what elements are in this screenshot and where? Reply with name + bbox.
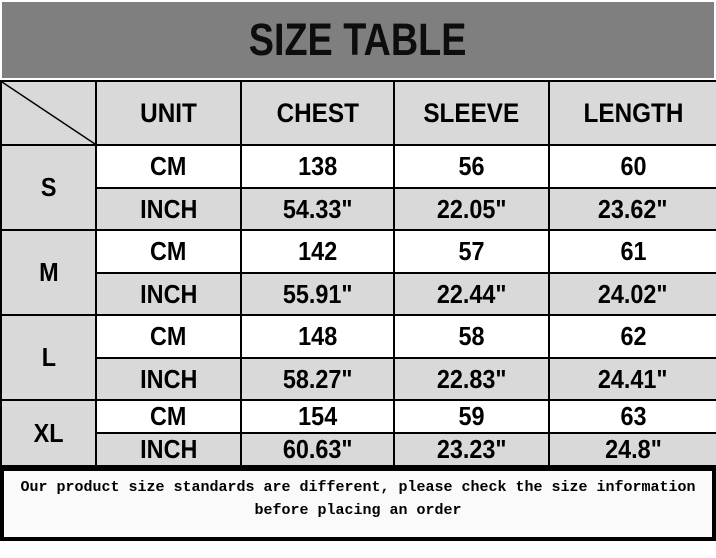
value-l-cm-length: 62	[549, 315, 716, 358]
note-line-1: Our product size standards are different, please check the size information	[20, 479, 696, 496]
column-header-chest: CHEST	[241, 81, 394, 145]
value-xl-cm-sleeve: 59	[394, 400, 549, 433]
unit-cell: INCH	[96, 273, 241, 315]
value-l-cm-sleeve: 58	[394, 315, 549, 358]
value-s-inch-chest: 54.33"	[241, 188, 394, 230]
value-l-inch-chest: 58.27"	[241, 358, 394, 400]
title-band	[2, 2, 714, 78]
page-title: SIZE TABLE	[249, 14, 467, 65]
table-row-xl-cm	[1, 400, 716, 433]
unit-cell: CM	[96, 400, 241, 433]
table-row-s-inch	[1, 188, 716, 230]
value-xl-inch-length: 24.8"	[549, 433, 716, 466]
value-s-cm-chest: 138	[241, 145, 394, 188]
value-s-inch-sleeve: 22.05"	[394, 188, 549, 230]
value-l-inch-length: 24.41"	[549, 358, 716, 400]
unit-cell: CM	[96, 315, 241, 358]
value-xl-cm-chest: 154	[241, 400, 394, 433]
size-label-m: M	[1, 230, 96, 315]
unit-cell: CM	[96, 145, 241, 188]
note-line-2: before placing an order	[254, 502, 462, 519]
diagonal-line-icon	[2, 82, 95, 144]
value-s-inch-length: 23.62"	[549, 188, 716, 230]
value-s-cm-length: 60	[549, 145, 716, 188]
table-row-l-inch	[1, 358, 716, 400]
value-l-cm-chest: 148	[241, 315, 394, 358]
value-m-inch-chest: 55.91"	[241, 273, 394, 315]
value-xl-cm-length: 63	[549, 400, 716, 433]
value-xl-inch-sleeve: 23.23"	[394, 433, 549, 466]
size-table	[0, 80, 716, 467]
value-m-inch-sleeve: 22.44"	[394, 273, 549, 315]
unit-cell: INCH	[96, 358, 241, 400]
value-m-cm-length: 61	[549, 230, 716, 273]
value-s-cm-sleeve: 56	[394, 145, 549, 188]
value-xl-inch-chest: 60.63"	[241, 433, 394, 466]
value-l-inch-sleeve: 22.83"	[394, 358, 549, 400]
header-row	[1, 81, 716, 145]
value-m-cm-sleeve: 57	[394, 230, 549, 273]
value-m-inch-length: 24.02"	[549, 273, 716, 315]
unit-cell: INCH	[96, 188, 241, 230]
column-header-length: LENGTH	[549, 81, 716, 145]
value-m-cm-chest: 142	[241, 230, 394, 273]
unit-cell: CM	[96, 230, 241, 273]
table-row-m-inch	[1, 273, 716, 315]
table-row-m-cm	[1, 230, 716, 273]
diagonal-header-cell	[1, 81, 96, 145]
size-disclaimer-note	[0, 467, 716, 541]
table-row-l-cm	[1, 315, 716, 358]
size-label-l: L	[1, 315, 96, 400]
size-label-xl: XL	[1, 400, 96, 466]
table-row-xl-inch	[1, 433, 716, 466]
unit-cell: INCH	[96, 433, 241, 466]
size-label-s: S	[1, 145, 96, 230]
table-row-s-cm	[1, 145, 716, 188]
column-header-sleeve: SLEEVE	[394, 81, 549, 145]
column-header-unit: UNIT	[96, 81, 241, 145]
